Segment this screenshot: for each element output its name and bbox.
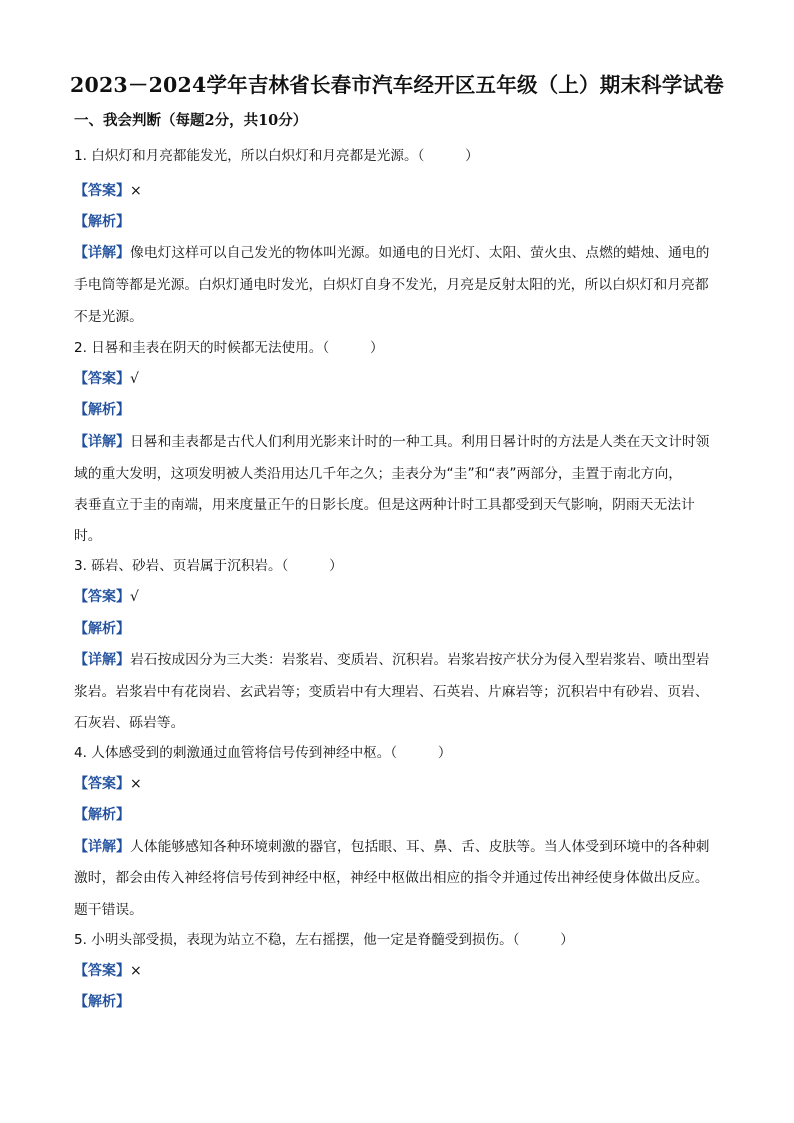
detail-4-line-3: 题干错误。 — [74, 902, 143, 918]
answer-value: × — [130, 963, 142, 979]
detail-1-line-3: 不是光源。 — [74, 309, 143, 325]
answer-value: × — [130, 776, 142, 792]
answer-3 — [74, 587, 139, 607]
detail-4-line-1 — [74, 837, 709, 857]
document-title: 2023－2024学年吉林省长春市汽车经开区五年级（上）期末科学试卷 — [70, 73, 724, 97]
analysis-label-2: 【解析】 — [74, 402, 130, 418]
answer-label: 【答案】 — [74, 371, 130, 387]
detail-2-line-2: 域的重大发明，这项发明被人类沿用达几千年之久；圭表分为“圭”和“表”两部分，圭置于南北方向， — [74, 466, 683, 482]
detail-3-line-1 — [74, 650, 709, 670]
detail-4-line-2: 激时，都会由传入神经将信号传到神经中枢，神经中枢做出相应的指令并通过传出神经使身体做出反应。 — [74, 870, 709, 886]
detail-text: 人体能够感知各种环境刺激的器官，包括眼、耳、鼻、舌、皮肤等。当人体受到环境中的各种刺 — [130, 839, 710, 855]
answer-2 — [74, 369, 139, 389]
analysis-label-5: 【解析】 — [74, 994, 130, 1010]
question-4: 4. 人体感受到的刺激通过血管将信号传到神经中枢。（ ） — [74, 745, 452, 761]
answer-label: 【答案】 — [74, 963, 130, 979]
answer-value: × — [130, 183, 142, 199]
answer-value: √ — [130, 371, 139, 387]
detail-text: 日晷和圭表都是古代人们利用光影来计时的一种工具。利用日晷计时的方法是人类在天文计时领 — [130, 434, 710, 450]
detail-label: 【详解】 — [74, 245, 130, 261]
detail-text: 像电灯这样可以自己发光的物体叫光源。如通电的日光灯、太阳、萤火虫、点燃的蜡烛、通电的 — [130, 245, 710, 261]
section-heading: 一、我会判断（每题2分，共10分） — [74, 112, 308, 129]
answer-value: √ — [130, 589, 139, 605]
question-5: 5. 小明头部受损，表现为站立不稳，左右摇摆，他一定是脊髓受到损伤。（ ） — [74, 932, 574, 948]
analysis-label-4: 【解析】 — [74, 807, 130, 823]
analysis-label-1: 【解析】 — [74, 214, 130, 230]
detail-label: 【详解】 — [74, 652, 130, 668]
detail-2-line-3: 表垂直立于圭的南端，用来度量正午的日影长度。但是这两种计时工具都受到天气影响，阴雨天无法计 — [74, 497, 695, 513]
answer-1 — [74, 181, 142, 201]
answer-5 — [74, 961, 142, 981]
answer-label: 【答案】 — [74, 183, 130, 199]
detail-text: 岩石按成因分为三大类：岩浆岩、变质岩、沉积岩。岩浆岩按产状分为侵入型岩浆岩、喷出型岩 — [130, 652, 710, 668]
answer-label: 【答案】 — [74, 589, 130, 605]
detail-2-line-1 — [74, 432, 709, 452]
answer-label: 【答案】 — [74, 776, 130, 792]
detail-label: 【详解】 — [74, 839, 130, 855]
detail-1-line-2: 手电筒等都是光源。白炽灯通电时发光，白炽灯自身不发光，月亮是反射太阳的光，所以白炽灯和月亮都 — [74, 277, 709, 293]
question-1: 1. 白炽灯和月亮都能发光，所以白炽灯和月亮都是光源。（ ） — [74, 148, 479, 164]
question-2: 2. 日晷和圭表在阴天的时候都无法使用。（ ） — [74, 340, 384, 356]
detail-1-line-1 — [74, 243, 709, 263]
question-3: 3. 砾岩、砂岩、页岩属于沉积岩。（ ） — [74, 558, 343, 574]
detail-3-line-3: 石灰岩、砾岩等。 — [74, 715, 185, 731]
analysis-label-3: 【解析】 — [74, 621, 130, 637]
detail-label: 【详解】 — [74, 434, 130, 450]
detail-3-line-2: 浆岩。岩浆岩中有花岗岩、玄武岩等；变质岩中有大理岩、石英岩、片麻岩等；沉积岩中有砂岩、页岩、 — [74, 684, 709, 700]
answer-4 — [74, 774, 142, 794]
detail-2-line-4: 时。 — [74, 528, 102, 544]
